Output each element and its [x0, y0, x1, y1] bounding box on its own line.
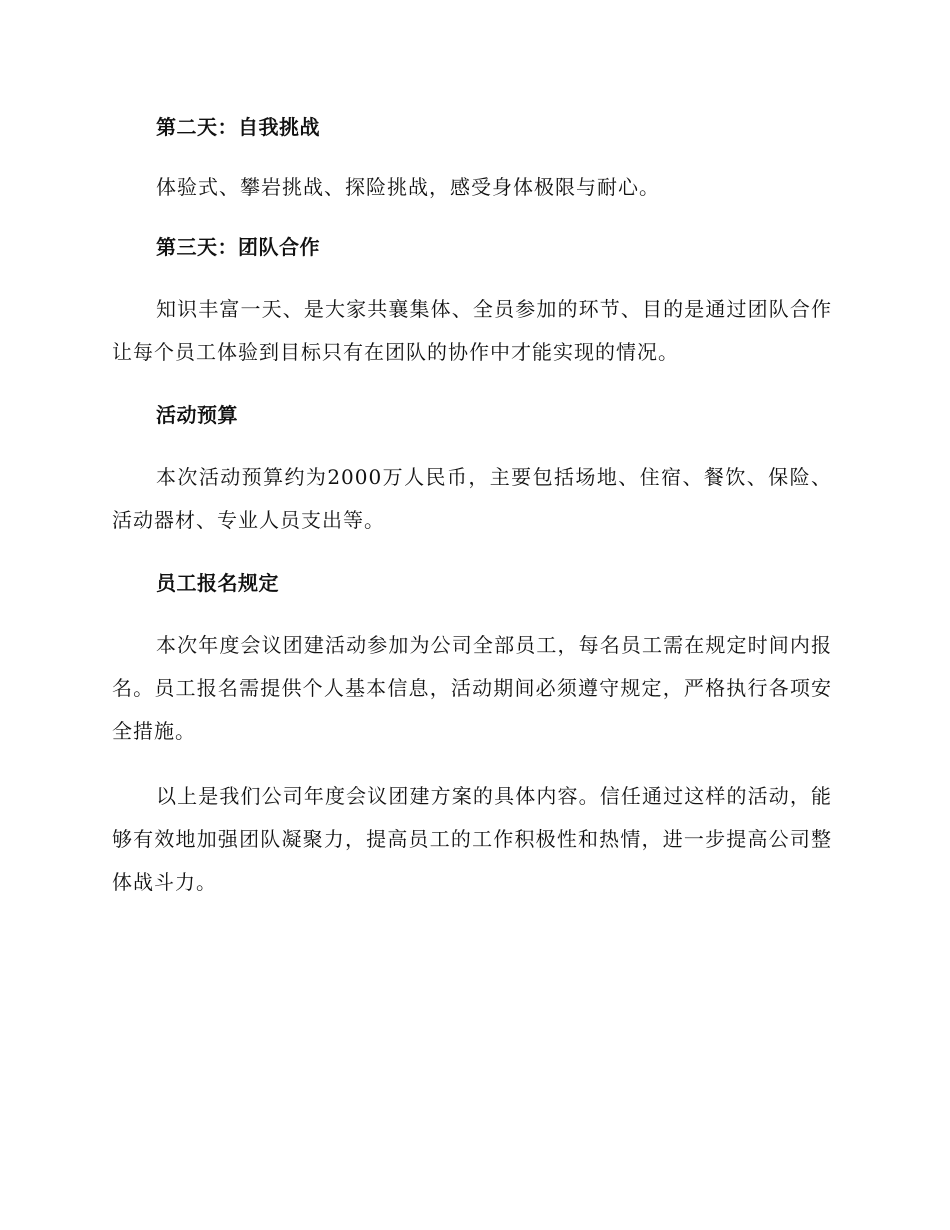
- section-paragraph-day2: 体验式、攀岩挑战、探险挑战，感受身体极限与耐心。: [156, 175, 660, 199]
- section-paragraph-registration: 本次年度会议团建活动参加为公司全部员工，每名员工需在规定时间内报名。员工报名需提供个人基本信息，活动期间必须遵守规定，严格执行各项安全措施。: [112, 633, 832, 743]
- section-heading-budget: 活动预算: [156, 403, 238, 427]
- section-heading-registration: 员工报名规定: [156, 571, 279, 595]
- section-paragraph-day3: 知识丰富一天、是大家共襄集体、全员参加的环节、目的是通过团队合作让每个员工体验到目标只有在团队的协作中才能实现的情况。: [112, 297, 832, 364]
- document-page: [112, 108, 832, 926]
- conclusion-paragraph: 以上是我们公司年度会议团建方案的具体内容。信任通过这样的活动，能够有效地加强团队凝聚力，提高员工的工作积极性和热情，进一步提高公司整体战斗力。: [112, 784, 832, 894]
- section-heading-day2: 第二天：自我挑战: [156, 115, 320, 139]
- section-heading-day3: 第三天：团队合作: [156, 235, 320, 259]
- section-paragraph-budget: 本次活动预算约为2000万人民币，主要包括场地、住宿、餐饮、保险、活动器材、专业人员支出等。: [112, 465, 832, 532]
